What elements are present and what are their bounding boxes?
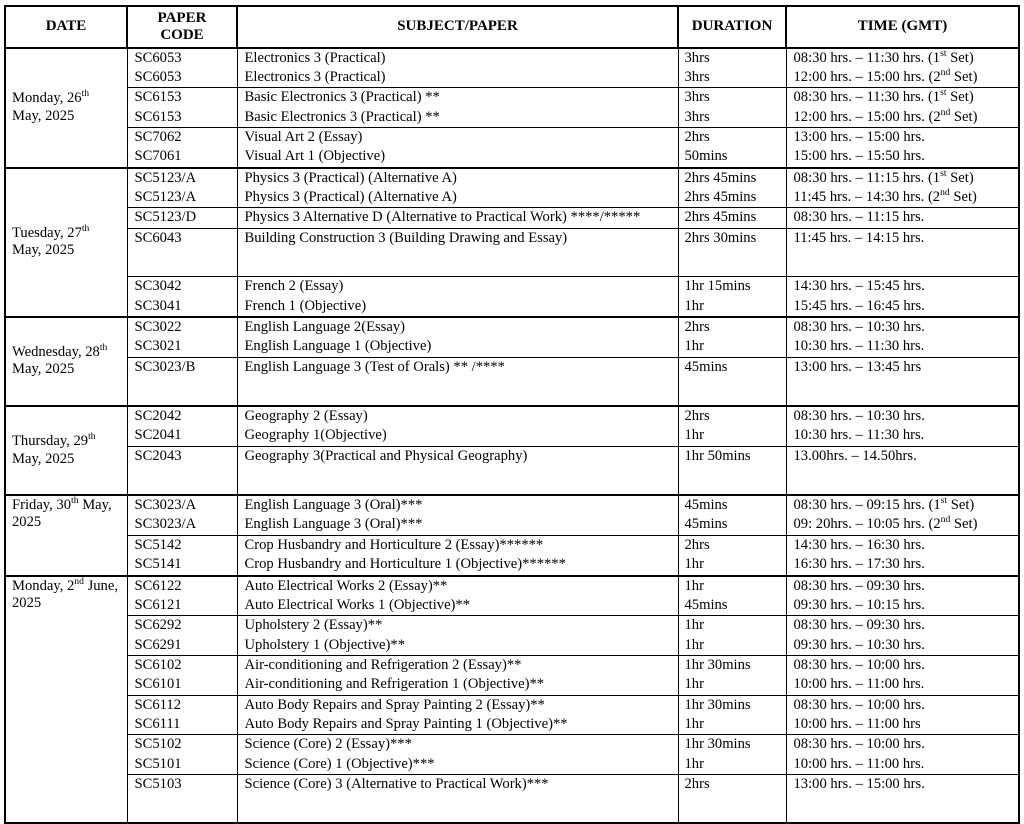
paper-code-cell: SC2043 [127,446,237,466]
subject-cell: Science (Core) 2 (Essay)*** [237,735,678,755]
spacer-cell [127,794,237,823]
subject-cell: Upholstery 2 (Essay)** [237,616,678,636]
paper-code-cell: SC6043 [127,228,237,248]
set-ordinal-suffix: st [940,47,947,59]
set-ordinal-suffix: st [940,167,947,179]
date-text: Thursday, 29 [12,433,89,450]
exam-timetable [4,5,1020,824]
table-row [5,555,1019,575]
paper-code-cell: SC6153 [127,108,237,128]
paper-code-cell: SC3041 [127,297,237,317]
duration-cell: 2hrs [678,775,786,795]
date-text-tail: June, [83,577,118,594]
duration-cell: 1hr 30mins [678,735,786,755]
spacer-row [5,794,1019,823]
date-cell [5,576,127,824]
subject-cell: Crop Husbandry and Horticulture 1 (Objective)****** [237,555,678,575]
table-row [5,695,1019,715]
table-row [5,755,1019,775]
date-ordinal-suffix: th [81,88,90,100]
table-row [5,406,1019,426]
subject-cell: Air-conditioning and Refrigeration 1 (Objective)** [237,675,678,695]
day-block [5,406,1019,495]
table-row [5,168,1019,188]
subject-cell: English Language 3 (Oral)*** [237,495,678,515]
paper-code-cell: SC6112 [127,695,237,715]
table-header [5,6,1019,48]
subject-cell: Air-conditioning and Refrigeration 2 (Essay)** [237,655,678,675]
paper-code-line1: PAPER [157,10,207,26]
time-cell: 08:30 hrs. – 10:00 hrs. [786,655,1019,675]
time-cell: 14:30 hrs. – 15:45 hrs. [786,277,1019,297]
subject-cell: English Language 2(Essay) [237,317,678,337]
date-cell [5,406,127,495]
date-year-line: 2025 [12,594,42,611]
date-text: Monday, 2 [12,577,75,594]
duration-cell: 45mins [678,596,786,616]
subject-cell: Auto Body Repairs and Spray Painting 2 (Essay)** [237,695,678,715]
paper-code-cell: SC3023/A [127,515,237,535]
column-header-time: TIME (GMT) [786,6,1019,48]
subject-cell: Geography 3(Practical and Physical Geography) [237,446,678,466]
table-row [5,775,1019,795]
header-row [5,6,1019,48]
subject-cell: Crop Husbandry and Horticulture 2 (Essay)****** [237,535,678,555]
duration-cell: 1hr [678,616,786,636]
day-block [5,317,1019,406]
table-row [5,655,1019,675]
paper-code-cell: SC3021 [127,337,237,357]
table-row [5,337,1019,357]
paper-code-cell: SC6101 [127,675,237,695]
spacer-cell [127,466,237,495]
spacer-cell [786,466,1019,495]
set-ordinal-suffix: nd [940,106,951,118]
duration-cell: 3hrs [678,108,786,128]
time-cell: 10:00 hrs. – 11:00 hrs. [786,755,1019,775]
subject-cell: Physics 3 Alternative D (Alternative to Practical Work) ****/***** [237,208,678,228]
paper-code-cell: SC3023/A [127,495,237,515]
paper-code-cell: SC6053 [127,48,237,68]
table-row [5,616,1019,636]
spacer-cell [237,794,678,823]
time-cell: 12:00 hrs. – 15:00 hrs. (2nd Set) [786,68,1019,88]
day-block [5,576,1019,824]
table-row [5,208,1019,228]
duration-cell: 2hrs 45mins [678,208,786,228]
set-ordinal-suffix: nd [940,514,951,526]
paper-code-cell: SC7061 [127,147,237,167]
paper-code-cell: SC3022 [127,317,237,337]
date-text: Tuesday, 27 [12,224,82,241]
duration-cell: 1hr [678,576,786,596]
subject-cell: Building Construction 3 (Building Drawing and Essay) [237,228,678,248]
time-cell: 08:30 hrs. – 11:15 hrs. [786,208,1019,228]
paper-code-cell: SC6102 [127,655,237,675]
table-row [5,108,1019,128]
spacer-cell [127,377,237,406]
paper-code-cell: SC5102 [127,735,237,755]
spacer-cell [237,248,678,277]
paper-code-cell: SC5123/A [127,168,237,188]
set-ordinal-suffix: nd [940,187,950,199]
day-block [5,495,1019,575]
time-cell: 08:30 hrs. – 11:30 hrs. (1st Set) [786,48,1019,68]
duration-cell: 2hrs [678,317,786,337]
duration-cell: 2hrs [678,406,786,426]
duration-cell: 1hr [678,755,786,775]
duration-cell: 45mins [678,357,786,377]
table-row [5,228,1019,248]
subject-cell: Physics 3 (Practical) (Alternative A) [237,188,678,208]
subject-cell: Physics 3 (Practical) (Alternative A) [237,168,678,188]
time-cell: 11:45 hrs. – 14:15 hrs. [786,228,1019,248]
duration-cell: 1hr [678,555,786,575]
subject-cell: Visual Art 1 (Objective) [237,147,678,167]
subject-cell: Auto Body Repairs and Spray Painting 1 (Objective)** [237,715,678,735]
subject-cell: English Language 3 (Oral)*** [237,515,678,535]
spacer-cell [678,466,786,495]
time-cell: 10:00 hrs. – 11:00 hrs. [786,675,1019,695]
duration-cell: 1hr 30mins [678,655,786,675]
paper-code-cell: SC5101 [127,755,237,775]
spacer-cell [678,248,786,277]
duration-cell: 2hrs 45mins [678,188,786,208]
column-header-subject: SUBJECT/PAPER [237,6,678,48]
duration-cell: 2hrs 45mins [678,168,786,188]
paper-code-cell: SC5142 [127,535,237,555]
date-cell [5,168,127,317]
table-row [5,715,1019,735]
date-year-line: May, 2025 [12,361,75,378]
date-year-line: May, 2025 [12,107,75,124]
time-cell: 10:30 hrs. – 11:30 hrs. [786,426,1019,446]
paper-code-cell: SC5103 [127,775,237,795]
spacer-cell [786,377,1019,406]
paper-code-cell: SC3023/B [127,357,237,377]
duration-cell: 1hr [678,426,786,446]
time-cell: 10:00 hrs. – 11:00 hrs [786,715,1019,735]
date-ordinal-suffix: th [71,495,79,507]
duration-cell: 1hr 30mins [678,695,786,715]
subject-cell: Geography 1(Objective) [237,426,678,446]
date-text-tail: May, [78,497,112,514]
paper-code-cell: SC6122 [127,576,237,596]
duration-cell: 3hrs [678,68,786,88]
table-row [5,495,1019,515]
subject-cell: English Language 1 (Objective) [237,337,678,357]
spacer-cell [786,794,1019,823]
paper-code-cell: SC5123/A [127,188,237,208]
date-year-line: 2025 [12,514,42,531]
table-row [5,48,1019,68]
table-row [5,68,1019,88]
table-row [5,515,1019,535]
date-text: Monday, 26 [12,90,82,107]
date-cell [5,48,127,168]
duration-cell: 1hr 15mins [678,277,786,297]
time-cell: 08:30 hrs. – 09:30 hrs. [786,576,1019,596]
time-cell: 13:00 hrs. – 15:00 hrs. [786,128,1019,148]
table-row [5,297,1019,317]
table-row [5,735,1019,755]
table-row [5,357,1019,377]
paper-code-cell: SC5123/D [127,208,237,228]
subject-cell: Science (Core) 1 (Objective)*** [237,755,678,775]
time-cell: 10:30 hrs. – 11:30 hrs. [786,337,1019,357]
date-year-line: May, 2025 [12,242,75,259]
time-cell: 08:30 hrs. – 11:15 hrs. (1st Set) [786,168,1019,188]
time-cell: 14:30 hrs. – 16:30 hrs. [786,535,1019,555]
duration-cell: 1hr [678,715,786,735]
duration-cell: 2hrs 30mins [678,228,786,248]
duration-cell: 1hr [678,297,786,317]
spacer-row [5,377,1019,406]
duration-cell: 1hr 50mins [678,446,786,466]
date-ordinal-suffix: th [99,342,108,354]
date-year-line: May, 2025 [12,450,75,467]
subject-cell: Geography 2 (Essay) [237,406,678,426]
date-ordinal-suffix: th [88,431,96,443]
date-cell [5,317,127,406]
duration-cell: 3hrs [678,48,786,68]
time-cell: 09:30 hrs. – 10:30 hrs. [786,636,1019,656]
date-cell [5,495,127,575]
duration-cell: 45mins [678,495,786,515]
paper-code-cell: SC7062 [127,128,237,148]
duration-cell: 1hr [678,337,786,357]
subject-cell: Electronics 3 (Practical) [237,48,678,68]
table-row [5,147,1019,167]
time-cell: 13:00 hrs. – 13:45 hrs [786,357,1019,377]
time-cell: 08:30 hrs. – 10:00 hrs. [786,695,1019,715]
subject-cell: Basic Electronics 3 (Practical) ** [237,88,678,108]
column-header-date: DATE [5,6,127,48]
set-ordinal-suffix: nd [940,67,951,79]
duration-cell: 1hr [678,675,786,695]
table-row [5,446,1019,466]
duration-cell: 3hrs [678,88,786,108]
duration-cell: 1hr [678,636,786,656]
spacer-cell [678,794,786,823]
date-ordinal-suffix: nd [74,575,84,587]
column-header-paper-code [127,6,237,48]
time-cell: 15:00 hrs. – 15:50 hrs. [786,147,1019,167]
subject-cell: Auto Electrical Works 2 (Essay)** [237,576,678,596]
paper-code-cell: SC5141 [127,555,237,575]
set-ordinal-suffix: st [940,87,947,99]
day-block [5,168,1019,317]
spacer-cell [678,377,786,406]
table-row [5,636,1019,656]
table-row [5,277,1019,297]
date-text: Friday, 30 [12,497,72,514]
spacer-cell [786,248,1019,277]
table-row [5,88,1019,108]
table-row [5,188,1019,208]
table-row [5,535,1019,555]
time-cell: 16:30 hrs. – 17:30 hrs. [786,555,1019,575]
spacer-cell [237,466,678,495]
subject-cell: Upholstery 1 (Objective)** [237,636,678,656]
date-text: Wednesday, 28 [12,344,100,361]
duration-cell: 50mins [678,147,786,167]
table-row [5,317,1019,337]
paper-code-cell: SC2042 [127,406,237,426]
time-cell: 15:45 hrs. – 16:45 hrs. [786,297,1019,317]
paper-code-cell: SC6153 [127,88,237,108]
time-cell: 08:30 hrs. – 11:30 hrs. (1st Set) [786,88,1019,108]
spacer-cell [127,248,237,277]
time-cell: 09:30 hrs. – 10:15 hrs. [786,596,1019,616]
paper-code-cell: SC6053 [127,68,237,88]
subject-cell: Science (Core) 3 (Alternative to Practical Work)*** [237,775,678,795]
duration-cell: 2hrs [678,128,786,148]
set-ordinal-suffix: st [940,495,948,507]
spacer-row [5,248,1019,277]
table-row [5,675,1019,695]
day-block [5,48,1019,168]
duration-cell: 2hrs [678,535,786,555]
spacer-row [5,466,1019,495]
time-cell: 08:30 hrs. – 10:00 hrs. [786,735,1019,755]
paper-code-cell: SC6291 [127,636,237,656]
time-cell: 13:00 hrs. – 15:00 hrs. [786,775,1019,795]
table-row [5,576,1019,596]
duration-cell: 45mins [678,515,786,535]
subject-cell: Auto Electrical Works 1 (Objective)** [237,596,678,616]
time-cell: 08:30 hrs. – 09:15 hrs. (1st Set) [786,495,1019,515]
paper-code-cell: SC6111 [127,715,237,735]
paper-code-cell: SC3042 [127,277,237,297]
table-row [5,128,1019,148]
table-row [5,426,1019,446]
spacer-cell [237,377,678,406]
time-cell: 08:30 hrs. – 10:30 hrs. [786,406,1019,426]
subject-cell: Visual Art 2 (Essay) [237,128,678,148]
subject-cell: Basic Electronics 3 (Practical) ** [237,108,678,128]
time-cell: 09: 20hrs. – 10:05 hrs. (2nd Set) [786,515,1019,535]
paper-code-cell: SC6292 [127,616,237,636]
subject-cell: French 2 (Essay) [237,277,678,297]
subject-cell: French 1 (Objective) [237,297,678,317]
paper-code-cell: SC2041 [127,426,237,446]
subject-cell: Electronics 3 (Practical) [237,68,678,88]
time-cell: 13.00hrs. – 14.50hrs. [786,446,1019,466]
table-row [5,596,1019,616]
paper-code-line2: CODE [160,26,204,43]
time-cell: 08:30 hrs. – 10:30 hrs. [786,317,1019,337]
time-cell: 12:00 hrs. – 15:00 hrs. (2nd Set) [786,108,1019,128]
subject-cell: English Language 3 (Test of Orals) ** /**** [237,357,678,377]
paper-code-cell: SC6121 [127,596,237,616]
date-ordinal-suffix: th [81,223,90,235]
time-cell: 08:30 hrs. – 09:30 hrs. [786,616,1019,636]
column-header-duration: DURATION [678,6,786,48]
time-cell: 11:45 hrs. – 14:30 hrs. (2nd Set) [786,188,1019,208]
